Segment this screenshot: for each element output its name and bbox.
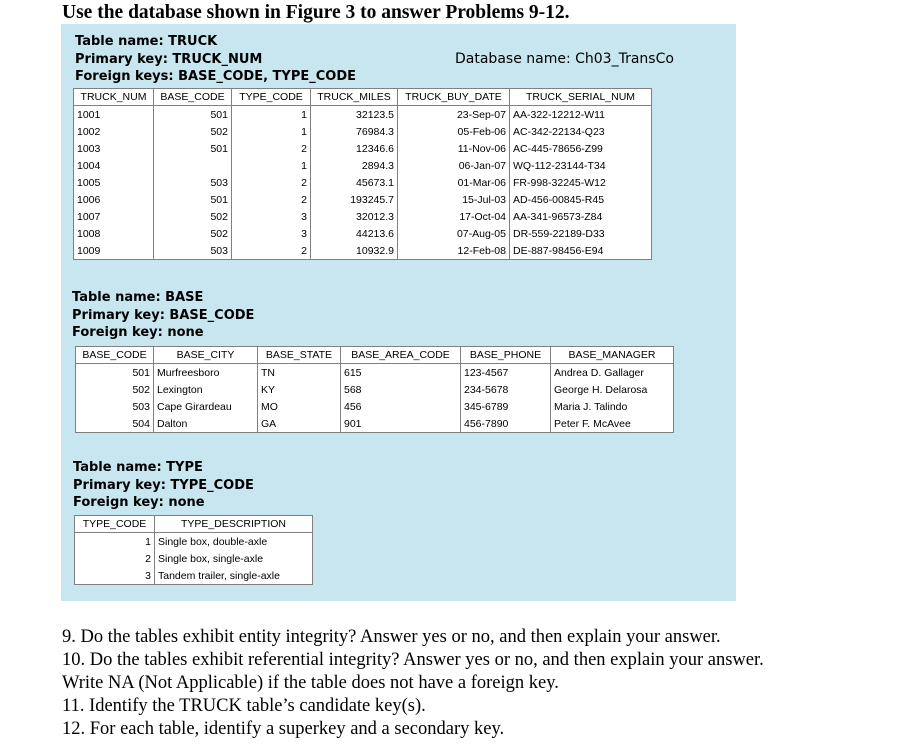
page-heading: Use the database shown in Figure 3 to answer Problems 9-12. bbox=[62, 2, 570, 23]
base-cell: 503 bbox=[76, 398, 154, 415]
truck-cell: 3 bbox=[232, 208, 311, 225]
type-cell: Single box, single-axle bbox=[155, 550, 313, 567]
type-cell: Tandem trailer, single-axle bbox=[155, 567, 313, 585]
truck-cell: 502 bbox=[154, 208, 232, 225]
question-10: 10. Do the tables exhibit referential integrity? Answer yes or no, and then explain your answer. bbox=[62, 650, 764, 670]
type-primary-key: Primary key: TYPE_CODE bbox=[73, 477, 254, 493]
truck-cell: 1004 bbox=[74, 157, 154, 174]
truck-cell: 32012.3 bbox=[311, 208, 398, 225]
base-header-row bbox=[76, 347, 674, 364]
base-cell: 345-6789 bbox=[461, 398, 551, 415]
truck-cell: 1 bbox=[232, 157, 311, 174]
base-cell: Murfreesboro bbox=[154, 364, 258, 382]
truck-cell: FR-998-32245-W12 bbox=[510, 174, 652, 191]
type-meta bbox=[73, 459, 254, 512]
base-cell: TN bbox=[258, 364, 341, 382]
base-column-header: BASE_STATE bbox=[258, 347, 341, 364]
type-cell: 1 bbox=[75, 533, 155, 551]
truck-foreign-keys: Foreign keys: BASE_CODE, TYPE_CODE bbox=[75, 69, 356, 84]
base-column-header: BASE_MANAGER bbox=[551, 347, 674, 364]
truck-cell: 1006 bbox=[74, 191, 154, 208]
question-10-note: Write NA (Not Applicable) if the table does not have a foreign key. bbox=[62, 673, 559, 693]
truck-cell: 05-Feb-06 bbox=[398, 123, 510, 140]
base-column-header: BASE_AREA_CODE bbox=[341, 347, 461, 364]
type-table-name: Table name: TYPE bbox=[73, 460, 203, 475]
truck-meta bbox=[75, 33, 356, 86]
base-column-header: BASE_CODE bbox=[76, 347, 154, 364]
base-cell: KY bbox=[258, 381, 341, 398]
base-table-name: Table name: BASE bbox=[72, 290, 204, 305]
truck-cell: 12346.6 bbox=[311, 140, 398, 157]
base-cell: Dalton bbox=[154, 415, 258, 433]
truck-cell: 76984.3 bbox=[311, 123, 398, 140]
truck-cell: AD-456-00845-R45 bbox=[510, 191, 652, 208]
truck-cell: 1001 bbox=[74, 106, 154, 124]
base-cell: MO bbox=[258, 398, 341, 415]
truck-cell: 1 bbox=[232, 106, 311, 124]
question-11: 11. Identify the TRUCK table’s candidate key(s). bbox=[62, 696, 426, 716]
truck-column-header: TRUCK_NUM bbox=[74, 89, 154, 106]
truck-cell: 44213.6 bbox=[311, 225, 398, 242]
truck-cell: 17-Oct-04 bbox=[398, 208, 510, 225]
truck-cell: 06-Jan-07 bbox=[398, 157, 510, 174]
base-cell: George H. Delarosa bbox=[551, 381, 674, 398]
base-cell: Lexington bbox=[154, 381, 258, 398]
base-primary-key: Primary key: BASE_CODE bbox=[72, 307, 255, 323]
base-cell: 501 bbox=[76, 364, 154, 382]
truck-cell: 11-Nov-06 bbox=[398, 140, 510, 157]
base-column-header: BASE_CITY bbox=[154, 347, 258, 364]
base-cell: 504 bbox=[76, 415, 154, 433]
truck-row bbox=[74, 157, 652, 174]
truck-cell: 1003 bbox=[74, 140, 154, 157]
truck-cell: WQ-112-23144-T34 bbox=[510, 157, 652, 174]
type-column-header: TYPE_CODE bbox=[75, 516, 155, 533]
truck-cell: 501 bbox=[154, 191, 232, 208]
base-cell: 234-5678 bbox=[461, 381, 551, 398]
truck-column-header: BASE_CODE bbox=[154, 89, 232, 106]
truck-cell: 2 bbox=[232, 140, 311, 157]
type-row bbox=[75, 567, 313, 585]
base-cell: 901 bbox=[341, 415, 461, 433]
truck-cell: DE-887-98456-E94 bbox=[510, 242, 652, 260]
type-cell: 3 bbox=[75, 567, 155, 585]
truck-cell: DR-559-22189-D33 bbox=[510, 225, 652, 242]
truck-row bbox=[74, 208, 652, 225]
truck-cell: 1009 bbox=[74, 242, 154, 260]
truck-cell: 503 bbox=[154, 174, 232, 191]
base-row bbox=[76, 398, 674, 415]
problem-list bbox=[62, 626, 902, 741]
truck-cell: 1007 bbox=[74, 208, 154, 225]
truck-column-header: TRUCK_BUY_DATE bbox=[398, 89, 510, 106]
truck-row bbox=[74, 242, 652, 260]
type-row bbox=[75, 550, 313, 567]
truck-table-name: Table name: TRUCK bbox=[75, 34, 218, 49]
truck-cell: 12-Feb-08 bbox=[398, 242, 510, 260]
truck-cell: AC-342-22134-Q23 bbox=[510, 123, 652, 140]
truck-row bbox=[74, 174, 652, 191]
type-header-row bbox=[75, 516, 313, 533]
type-cell: Single box, double-axle bbox=[155, 533, 313, 551]
question-9: 9. Do the tables exhibit entity integrity? Answer yes or no, and then explain your answer. bbox=[62, 627, 721, 647]
truck-cell: 45673.1 bbox=[311, 174, 398, 191]
truck-cell: 2 bbox=[232, 174, 311, 191]
truck-cell: 32123.5 bbox=[311, 106, 398, 124]
truck-cell: 2894.3 bbox=[311, 157, 398, 174]
truck-row bbox=[74, 106, 652, 124]
truck-cell: 1 bbox=[232, 123, 311, 140]
truck-table bbox=[73, 88, 652, 260]
type-table bbox=[74, 515, 313, 585]
base-cell: GA bbox=[258, 415, 341, 433]
truck-cell: 2 bbox=[232, 191, 311, 208]
base-body bbox=[76, 364, 674, 433]
type-foreign-key: Foreign key: none bbox=[73, 495, 205, 510]
truck-cell: 23-Sep-07 bbox=[398, 106, 510, 124]
truck-row bbox=[74, 225, 652, 242]
base-cell: 502 bbox=[76, 381, 154, 398]
truck-column-header: TYPE_CODE bbox=[232, 89, 311, 106]
base-cell: 456 bbox=[341, 398, 461, 415]
base-cell: Peter F. McAvee bbox=[551, 415, 674, 433]
base-cell: Andrea D. Gallager bbox=[551, 364, 674, 382]
truck-cell: AA-341-96573-Z84 bbox=[510, 208, 652, 225]
truck-cell: 501 bbox=[154, 140, 232, 157]
truck-cell: 502 bbox=[154, 123, 232, 140]
type-row bbox=[75, 533, 313, 551]
truck-row bbox=[74, 140, 652, 157]
truck-cell: AA-322-12212-W11 bbox=[510, 106, 652, 124]
base-foreign-key: Foreign key: none bbox=[72, 325, 204, 340]
base-row bbox=[76, 364, 674, 382]
base-column-header: BASE_PHONE bbox=[461, 347, 551, 364]
truck-cell bbox=[154, 157, 232, 174]
truck-cell: 501 bbox=[154, 106, 232, 124]
truck-cell: AC-445-78656-Z99 bbox=[510, 140, 652, 157]
truck-row bbox=[74, 123, 652, 140]
truck-cell: 1002 bbox=[74, 123, 154, 140]
truck-header-row bbox=[74, 89, 652, 106]
truck-primary-key: Primary key: TRUCK_NUM bbox=[75, 51, 263, 67]
database-name: Database name: Ch03_TransCo bbox=[455, 51, 674, 67]
question-12: 12. For each table, identify a superkey and a secondary key. bbox=[62, 719, 505, 739]
truck-cell: 01-Mar-06 bbox=[398, 174, 510, 191]
truck-cell: 07-Aug-05 bbox=[398, 225, 510, 242]
truck-cell: 503 bbox=[154, 242, 232, 260]
truck-body bbox=[74, 106, 652, 260]
truck-cell: 3 bbox=[232, 225, 311, 242]
base-cell: 456-7890 bbox=[461, 415, 551, 433]
truck-cell: 502 bbox=[154, 225, 232, 242]
type-column-header: TYPE_DESCRIPTION bbox=[155, 516, 313, 533]
base-meta bbox=[72, 289, 254, 342]
type-cell: 2 bbox=[75, 550, 155, 567]
truck-column-header: TRUCK_SERIAL_NUM bbox=[510, 89, 652, 106]
base-cell: Cape Girardeau bbox=[154, 398, 258, 415]
base-row bbox=[76, 381, 674, 398]
base-cell: 568 bbox=[341, 381, 461, 398]
base-cell: Maria J. Talindo bbox=[551, 398, 674, 415]
base-cell: 123-4567 bbox=[461, 364, 551, 382]
truck-cell: 1005 bbox=[74, 174, 154, 191]
type-body bbox=[75, 533, 313, 585]
base-row bbox=[76, 415, 674, 433]
base-cell: 615 bbox=[341, 364, 461, 382]
truck-cell: 1008 bbox=[74, 225, 154, 242]
truck-cell: 2 bbox=[232, 242, 311, 260]
truck-cell: 193245.7 bbox=[311, 191, 398, 208]
truck-cell: 10932.9 bbox=[311, 242, 398, 260]
truck-cell: 15-Jul-03 bbox=[398, 191, 510, 208]
truck-row bbox=[74, 191, 652, 208]
truck-column-header: TRUCK_MILES bbox=[311, 89, 398, 106]
base-table bbox=[75, 346, 674, 433]
